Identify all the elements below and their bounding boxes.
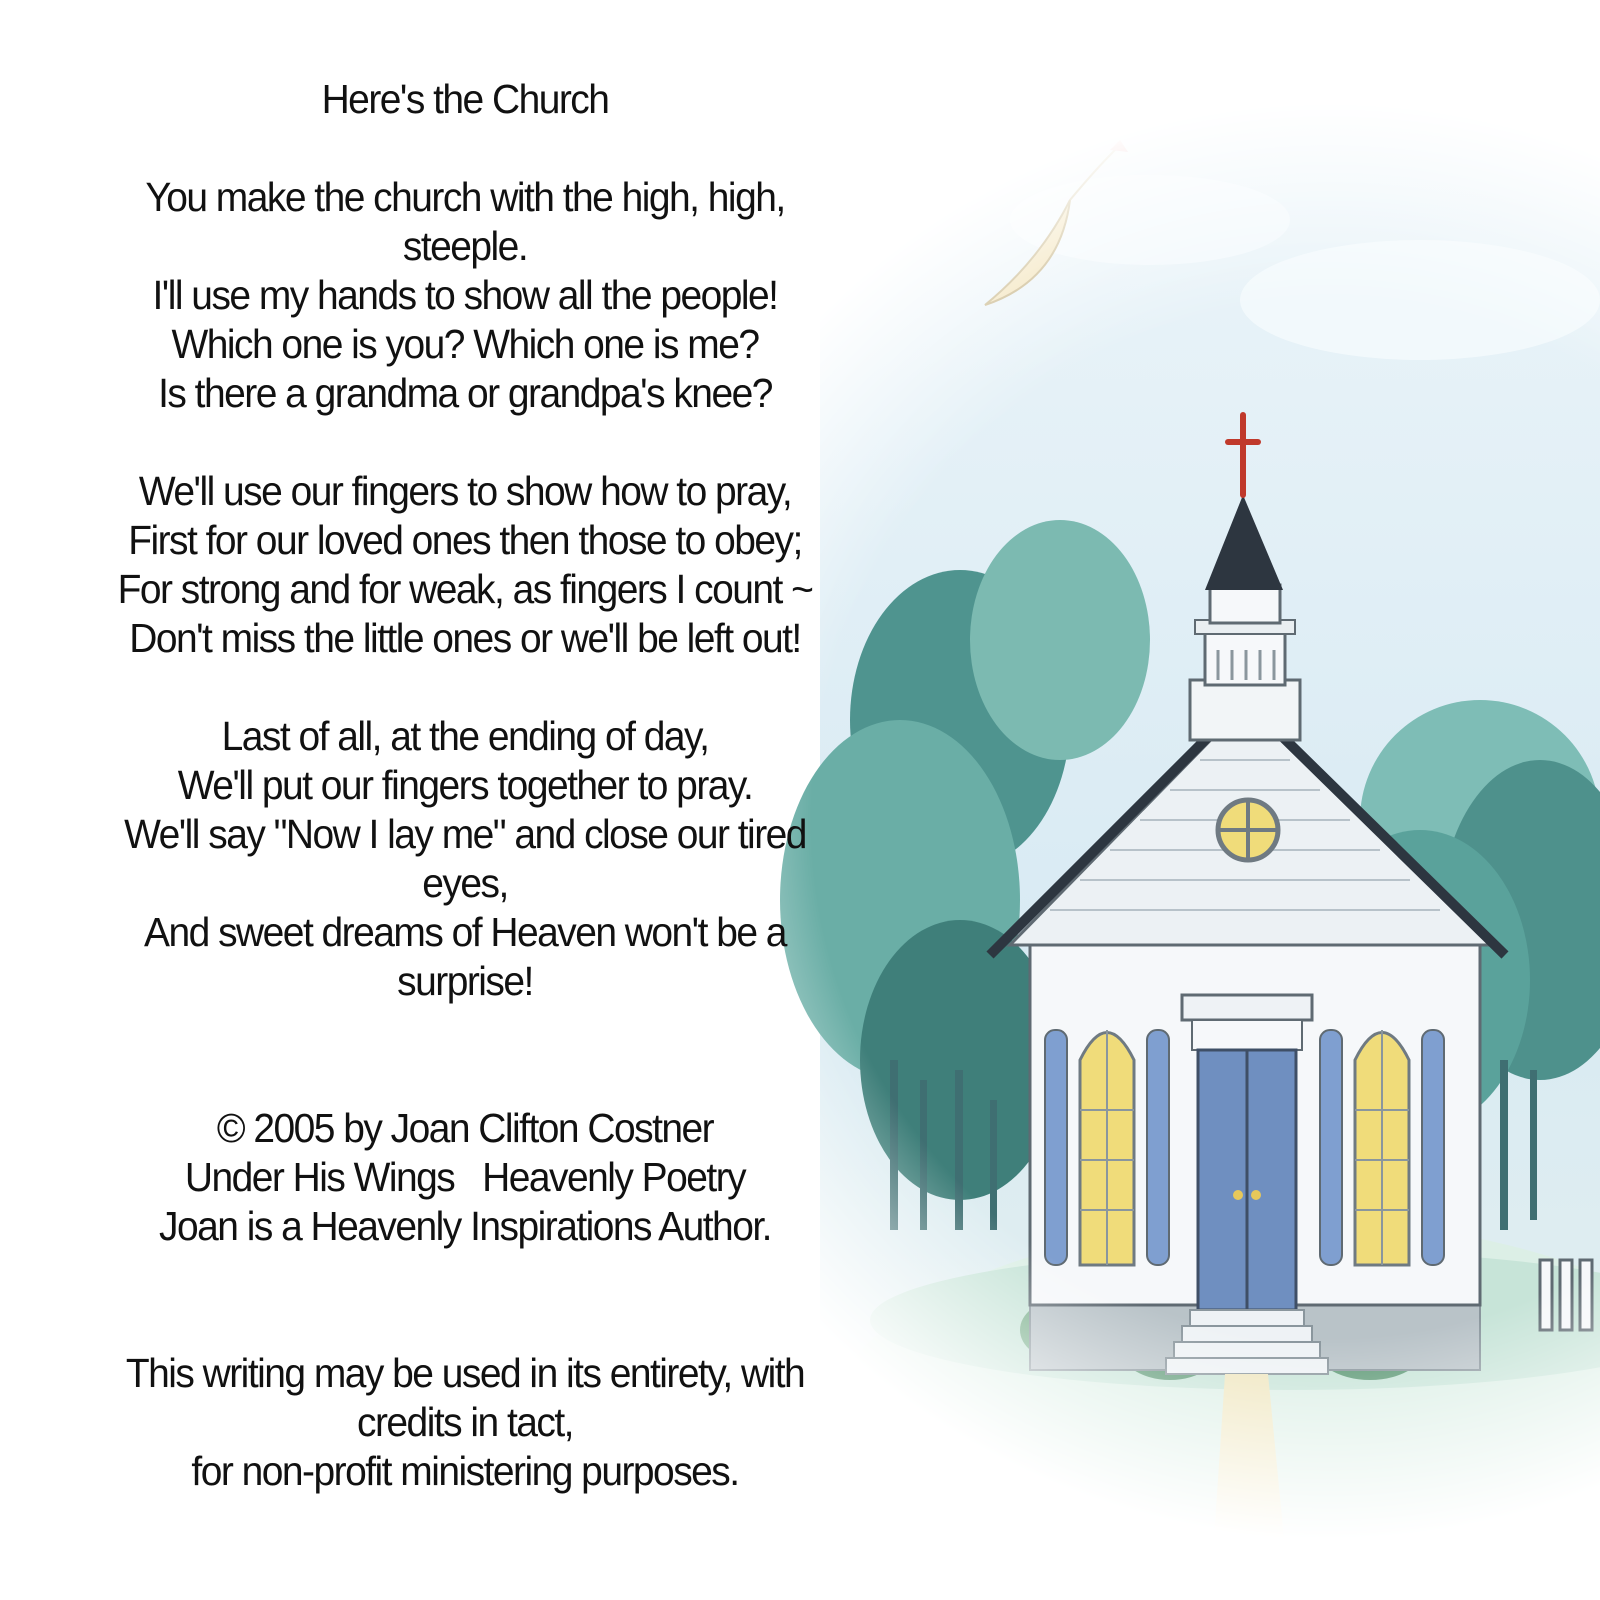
stanza-2 [52,467,879,663]
steeple-base [1190,680,1300,740]
poem-line: I'll use my hands to show all the people! [152,272,778,318]
cloud [1240,240,1600,360]
usage-notice [52,1349,879,1496]
door-pediment [1182,995,1312,1020]
poem-line: First for our loved ones then those to obey; [128,517,802,563]
usage-line: credits in tact, [357,1399,573,1445]
usage-line: for non-profit ministering purposes. [191,1448,739,1494]
author-note: Joan is a Heavenly Inspirations Author. [159,1203,771,1249]
usage-line: This writing may be used in its entirety, with [125,1350,805,1396]
right-window [1320,1030,1444,1265]
poem-line: Is there a grandma or grandpa's knee? [158,370,772,416]
poem-line: eyes, [422,860,508,906]
copyright-line: © 2005 by Joan Clifton Costner [216,1105,714,1151]
poem-line: You make the church with the high, high, [145,174,785,220]
poem-title: Here's the Church [321,76,609,122]
poem-line: surprise! [397,958,533,1004]
credits [52,1104,879,1251]
poem-line: steeple. [402,223,528,269]
poem-line: Last of all, at the ending of day, [221,713,709,759]
fence [1540,1260,1592,1330]
poem-line: And sweet dreams of Heaven won't be a [144,909,786,955]
left-window [1045,1030,1169,1265]
stanza-3 [52,712,879,1006]
poem-line: Which one is you? Which one is me? [171,321,759,367]
poem-line: For strong and for weak, as fingers I count ~ [117,566,813,612]
poem-line: Don't miss the little ones or we'll be left out! [129,615,801,661]
publication-line: Under His Wings Heavenly Poetry [184,1154,746,1200]
stanza-1 [52,173,879,418]
steps [1166,1310,1328,1374]
poem-text [52,75,879,1496]
poem-line: We'll use our fingers to show how to pray, [138,468,792,514]
poem-line: We'll say "Now I lay me" and close our tired [124,811,806,857]
poem-line: We'll put our fingers together to pray. [177,762,753,808]
